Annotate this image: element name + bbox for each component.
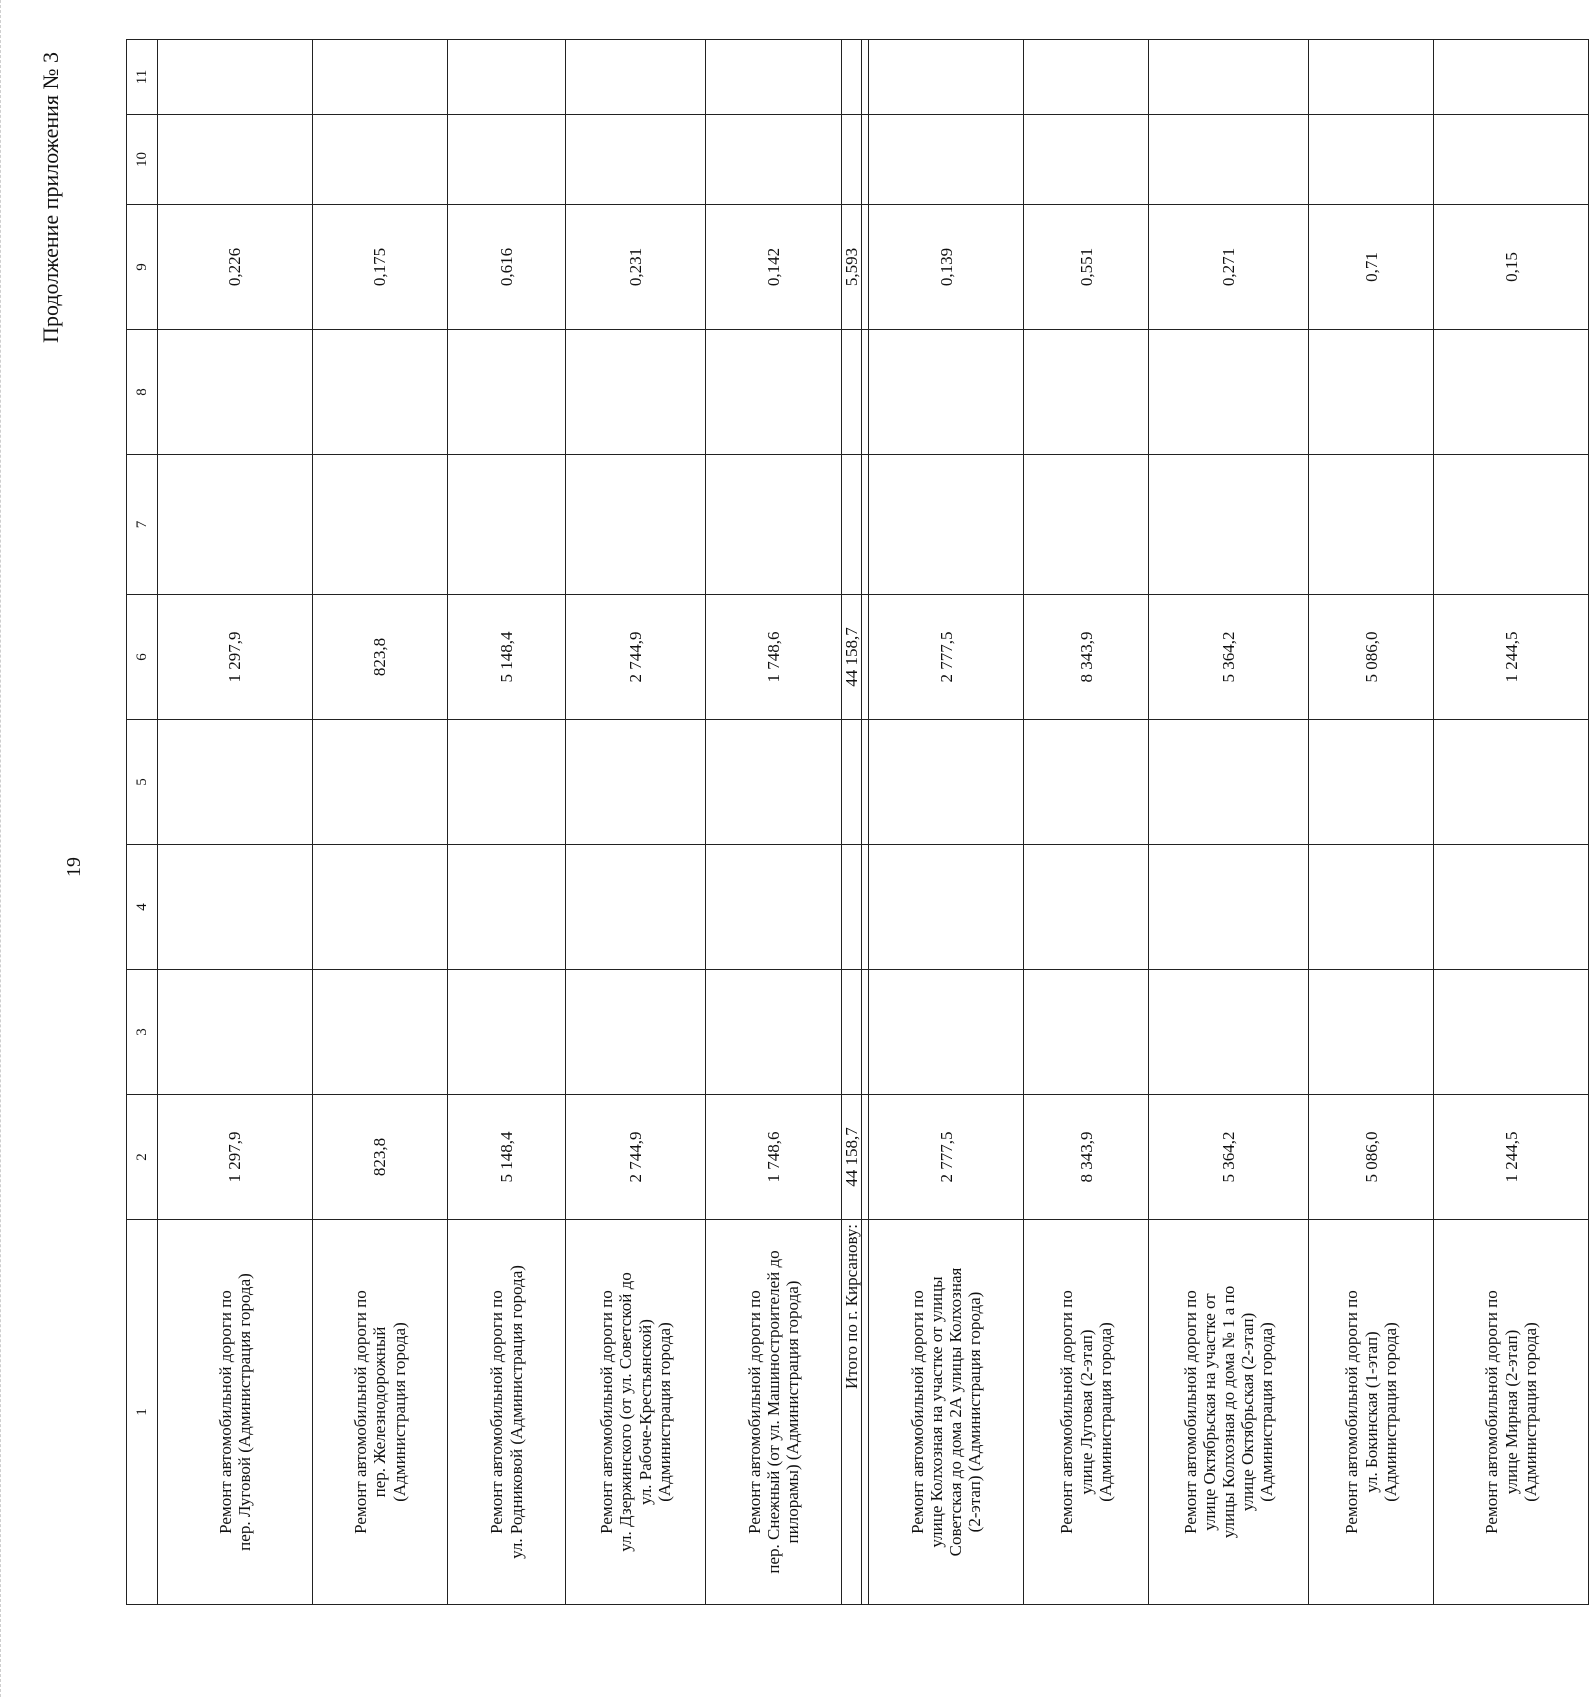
cell-col9: 0,142 — [706, 205, 842, 330]
empty-cell — [1149, 720, 1309, 845]
empty-cell — [566, 115, 706, 205]
empty-cell — [1149, 40, 1309, 115]
cell-col9: 0,271 — [1149, 205, 1309, 330]
empty-cell — [448, 720, 566, 845]
cell-col6: 5 364,2 — [1149, 595, 1309, 720]
cell-col6: 2 777,5 — [869, 595, 1024, 720]
description-line: Ремонт автомобильной дороги по — [487, 1290, 507, 1534]
description-line: Ремонт автомобильной дороги по — [351, 1290, 371, 1534]
gap-row — [862, 40, 869, 1605]
empty-cell — [706, 970, 842, 1095]
cell-col2: 2 744,9 — [566, 1095, 706, 1220]
empty-cell — [566, 845, 706, 970]
empty-cell — [1149, 845, 1309, 970]
col-header-10: 10 — [127, 115, 158, 205]
empty-cell — [1434, 330, 1589, 455]
work-description — [313, 1220, 448, 1605]
empty-cell — [1309, 115, 1434, 205]
description-line: улице Колхозная на участке от улицы — [927, 1276, 946, 1548]
empty-cell — [706, 40, 842, 115]
work-description — [869, 1220, 1024, 1605]
empty-cell — [1309, 845, 1434, 970]
empty-cell — [1434, 455, 1589, 595]
cell-col9: 0,226 — [158, 205, 313, 330]
empty-cell — [1434, 845, 1589, 970]
total-label: Итого по г. Кирсанову: — [842, 1220, 862, 1605]
total-row — [842, 40, 862, 1605]
page-subtitle: Продолжение приложения № 3 — [38, 52, 63, 343]
description-line: улицы Колхозная до дома № 1 а по — [1219, 1285, 1239, 1539]
description-line: улице Луговая (2-этап) — [1076, 1329, 1096, 1495]
empty-cell — [1434, 40, 1589, 115]
empty-cell — [313, 455, 448, 595]
description-line: (Администрация города) — [1520, 1322, 1540, 1502]
cell-col6: 8 343,9 — [1024, 595, 1149, 720]
description-line: улице Мирная (2-этап) — [1501, 1329, 1521, 1495]
table-row — [706, 40, 842, 1605]
description-line: (Администрация города) — [1095, 1322, 1115, 1502]
description-line: пер. Железнодорожный — [370, 1326, 390, 1498]
cell-col6: 2 744,9 — [566, 595, 706, 720]
empty-cell — [1149, 330, 1309, 455]
empty-cell — [158, 970, 313, 1095]
empty-cell — [448, 845, 566, 970]
empty-cell — [706, 455, 842, 595]
scan-edge — [0, 0, 2, 1697]
cell-col2: 8 343,9 — [1024, 1095, 1149, 1220]
table-row — [1434, 40, 1589, 1605]
description-line: (Администрация города) — [389, 1322, 409, 1502]
col-header-8: 8 — [127, 330, 158, 455]
empty-cell — [869, 720, 1024, 845]
empty-cell — [313, 115, 448, 205]
description-line: ул. Рабоче-Крестьянской) — [635, 1319, 655, 1505]
col-header-11: 11 — [127, 40, 158, 115]
empty-cell — [158, 330, 313, 455]
col-header-9: 9 — [127, 205, 158, 330]
empty-cell — [566, 40, 706, 115]
cell-col6: 5 148,4 — [448, 595, 566, 720]
work-description — [566, 1220, 706, 1605]
description-line: пер. Снежный (от ул. Машиностроителей до — [763, 1250, 783, 1574]
empty-cell — [869, 455, 1024, 595]
empty-cell — [1434, 115, 1589, 205]
empty-cell — [448, 330, 566, 455]
empty-cell — [158, 845, 313, 970]
col-header-3: 3 — [127, 970, 158, 1095]
empty-cell — [158, 115, 313, 205]
total-col2: 44 158,7 — [842, 1095, 862, 1220]
empty-cell — [313, 720, 448, 845]
empty-cell — [1149, 970, 1309, 1095]
table-row — [448, 40, 566, 1605]
work-description — [706, 1220, 842, 1605]
empty-cell — [869, 845, 1024, 970]
cell-col2: 5 086,0 — [1309, 1095, 1434, 1220]
description-line: Советская до дома 2А улицы Колхозная — [946, 1267, 966, 1557]
work-description — [158, 1220, 313, 1605]
empty-cell — [1024, 845, 1149, 970]
cell-col9: 0,175 — [313, 205, 448, 330]
work-description — [1024, 1220, 1149, 1605]
cell-col6: 1 297,9 — [158, 595, 313, 720]
col-header-6: 6 — [127, 595, 158, 720]
empty-cell — [706, 115, 842, 205]
empty-cell — [1309, 970, 1434, 1095]
description-line: пилорамы) (Администрация города) — [783, 1280, 803, 1544]
description-line: Ремонт автомобильной дороги по — [1482, 1290, 1502, 1534]
empty-cell — [1024, 720, 1149, 845]
empty-cell — [706, 720, 842, 845]
empty-cell — [313, 970, 448, 1095]
empty-cell — [1309, 455, 1434, 595]
empty-cell — [869, 115, 1024, 205]
description-line: Ремонт автомобильной дороги по — [744, 1290, 764, 1534]
empty-cell — [706, 845, 842, 970]
column-number-row — [127, 40, 158, 1605]
cell-col9: 0,71 — [1309, 205, 1434, 330]
description-line: улице Октябрьская (2-этап) — [1238, 1312, 1258, 1512]
empty-cell — [158, 455, 313, 595]
empty-cell — [313, 40, 448, 115]
table-row — [1149, 40, 1309, 1605]
cell-col6: 1 244,5 — [1434, 595, 1589, 720]
empty-cell — [706, 330, 842, 455]
cell-col9: 0,139 — [869, 205, 1024, 330]
total-col6: 44 158,7 — [842, 595, 862, 720]
empty-cell — [1024, 970, 1149, 1095]
description-line: Ремонт автомобильной дороги по — [1057, 1290, 1077, 1534]
empty-cell — [1149, 455, 1309, 595]
cell-col2: 5 364,2 — [1149, 1095, 1309, 1220]
cell-col2: 823,8 — [313, 1095, 448, 1220]
empty-cell — [1024, 330, 1149, 455]
col-header-4: 4 — [127, 845, 158, 970]
empty-cell — [448, 40, 566, 115]
table-row — [1024, 40, 1149, 1605]
cell-col2: 1 748,6 — [706, 1095, 842, 1220]
empty-cell — [1309, 40, 1434, 115]
description-line: Ремонт автомобильной дороги по — [1342, 1290, 1362, 1534]
empty-cell — [869, 40, 1024, 115]
empty-cell — [566, 720, 706, 845]
empty-cell — [313, 330, 448, 455]
empty-cell — [448, 970, 566, 1095]
table-body-1 — [158, 40, 842, 1605]
empty-cell — [566, 330, 706, 455]
empty-cell — [1149, 115, 1309, 205]
empty-cell — [566, 455, 706, 595]
cell-col2: 1 244,5 — [1434, 1095, 1589, 1220]
cell-col6: 1 748,6 — [706, 595, 842, 720]
description-line: (Администрация города) — [1257, 1322, 1277, 1502]
works-table — [126, 39, 1589, 1605]
description-line: Ремонт автомобильной дороги по — [215, 1290, 235, 1534]
description-line: Ремонт автомобильной дороги по — [597, 1290, 617, 1534]
empty-cell — [869, 970, 1024, 1095]
table-row — [158, 40, 313, 1605]
cell-col9: 0,15 — [1434, 205, 1589, 330]
description-line: ул. Дзержинского (от ул. Советской до — [616, 1272, 636, 1552]
table-body-2 — [869, 40, 1589, 1605]
cell-col2: 5 148,4 — [448, 1095, 566, 1220]
work-description — [1149, 1220, 1309, 1605]
description-line: ул. Родниковой (Администрация города) — [506, 1265, 526, 1559]
empty-cell — [1434, 970, 1589, 1095]
description-line: (2-этап) (Администрация города) — [965, 1291, 985, 1533]
description-line: пер. Луговой (Администрация города) — [235, 1273, 254, 1551]
empty-cell — [869, 330, 1024, 455]
empty-cell — [1309, 720, 1434, 845]
cell-col9: 0,551 — [1024, 205, 1149, 330]
work-description — [448, 1220, 566, 1605]
empty-cell — [1434, 720, 1589, 845]
cell-col6: 5 086,0 — [1309, 595, 1434, 720]
cell-col9: 0,231 — [566, 205, 706, 330]
table-row — [313, 40, 448, 1605]
table-row — [1309, 40, 1434, 1605]
page-number: 19 — [63, 857, 85, 877]
col-header-2: 2 — [127, 1095, 158, 1220]
work-description — [1309, 1220, 1434, 1605]
cell-col9: 0,616 — [448, 205, 566, 330]
description-line: ул. Бокинская (1-этап) — [1361, 1331, 1381, 1493]
empty-cell — [158, 720, 313, 845]
description-line: Ремонт автомобильной дороги по — [1180, 1290, 1200, 1534]
cell-col2: 1 297,9 — [158, 1095, 313, 1220]
total-col9: 5,593 — [842, 205, 862, 330]
table-row — [566, 40, 706, 1605]
table-row — [869, 40, 1024, 1605]
col-header-5: 5 — [127, 720, 158, 845]
empty-cell — [158, 40, 313, 115]
description-line: (Администрация города) — [1380, 1322, 1400, 1502]
description-line: (Администрация города) — [654, 1322, 674, 1502]
empty-cell — [566, 970, 706, 1095]
empty-cell — [1309, 330, 1434, 455]
empty-cell — [313, 845, 448, 970]
empty-cell — [448, 115, 566, 205]
cell-col6: 823,8 — [313, 595, 448, 720]
col-header-7: 7 — [127, 455, 158, 595]
empty-cell — [1024, 40, 1149, 115]
work-description — [1434, 1220, 1589, 1605]
empty-cell — [1024, 115, 1149, 205]
description-line: Ремонт автомобильной дороги по — [907, 1290, 927, 1534]
cell-col2: 2 777,5 — [869, 1095, 1024, 1220]
empty-cell — [448, 455, 566, 595]
col-header-1: 1 — [127, 1220, 158, 1605]
empty-cell — [1024, 455, 1149, 595]
description-line: улице Октябрьская на участке от — [1199, 1293, 1219, 1531]
